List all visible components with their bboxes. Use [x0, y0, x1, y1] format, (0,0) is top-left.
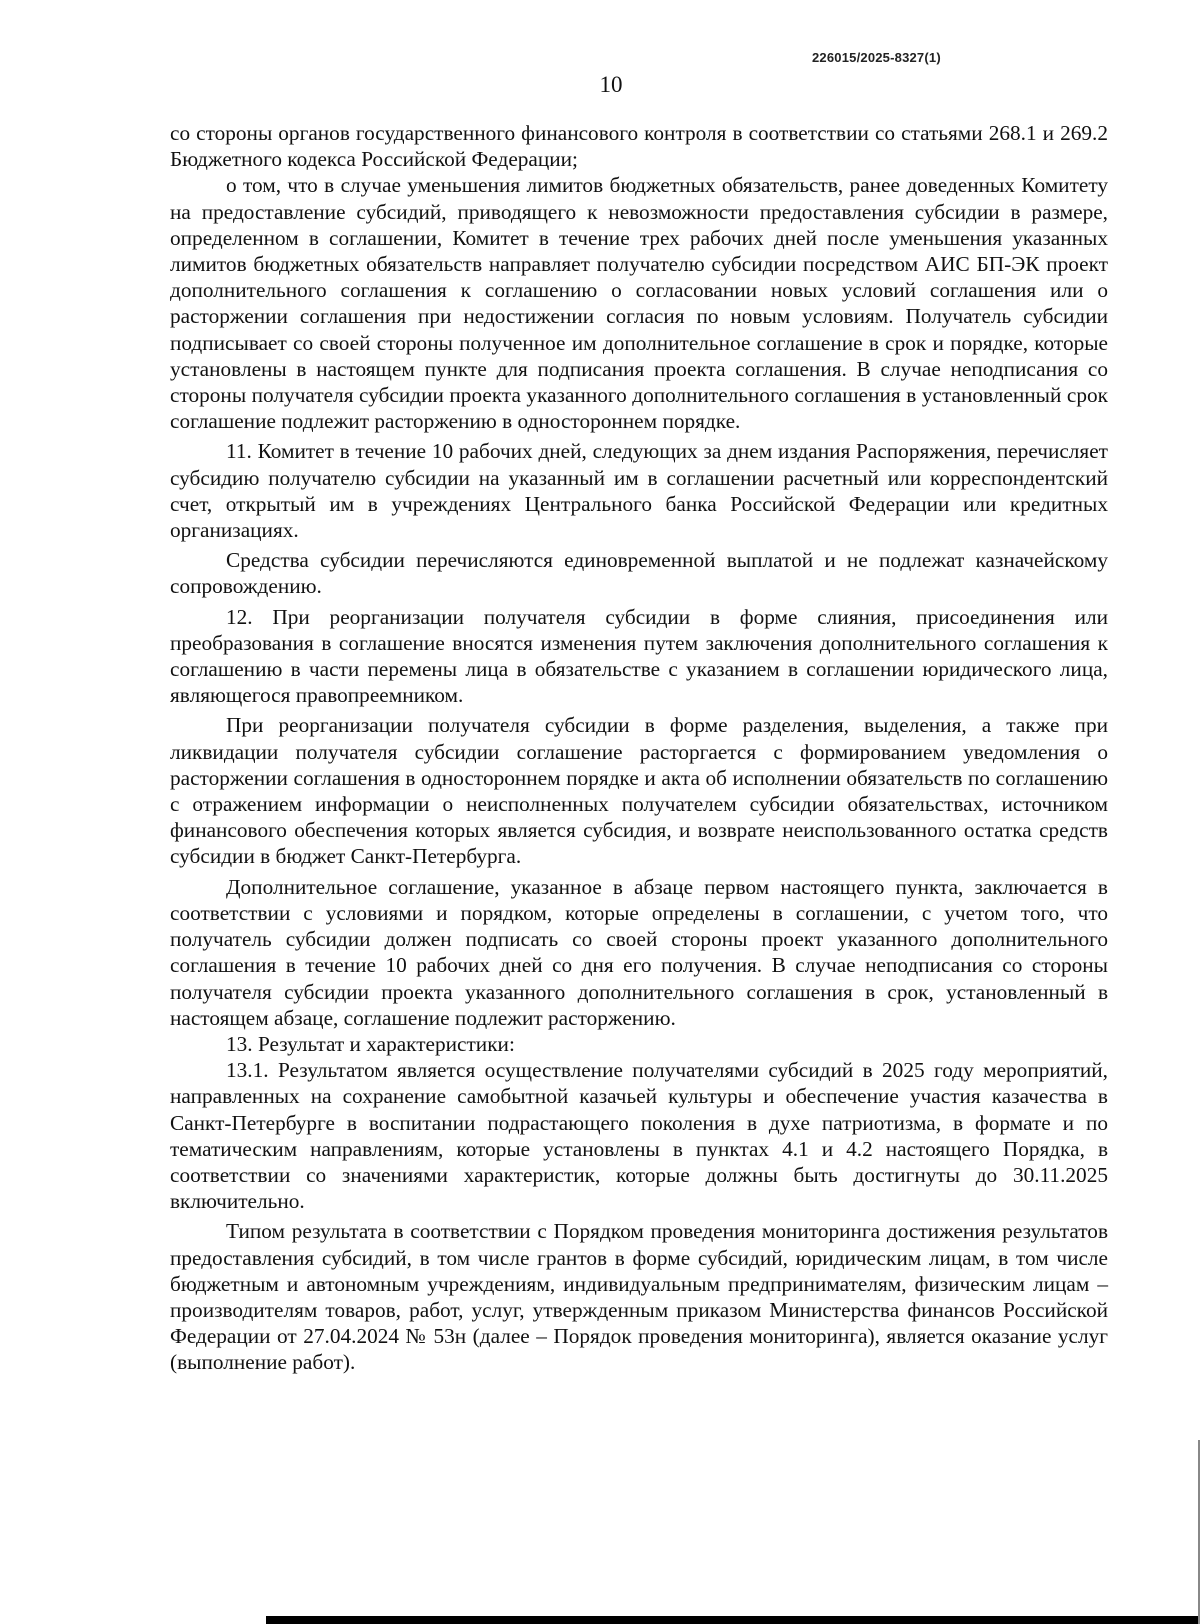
- paragraph-subsidy-funds: Средства субсидии перечисляются единовременной выплатой и не подлежат казначейскому сопровождению.: [170, 548, 1108, 599]
- paragraph-reorganization: При реорганизации получателя субсидии в форме разделения, выделения, а также при ликвидации получателя субсидии соглашение расторгается с формированием уведомления о расторжении соглашения в одностороннем порядке и акта об исполнении обязательств по соглашению с отражением информации о неисполненных получателем субсидии обязательствах, источником финансового обеспечения которых является субсидия, и возврате неиспользованного остатка средств субсидии в бюджет Санкт-Петербурга.: [170, 713, 1108, 869]
- document-registration-number: 226015/2025-8327(1): [812, 50, 941, 65]
- paragraph-item-11: 11. Комитет в течение 10 рабочих дней, следующих за днем издания Распоряжения, перечисляет субсидию получателю субсидии на указанный им в соглашении расчетный или корреспондентский счет, открытый им в учреждениях Центрального банка Российской Федерации или кредитных организациях.: [170, 439, 1108, 543]
- page-number: 10: [599, 72, 623, 97]
- paragraph-additional-agreement: Дополнительное соглашение, указанное в абзаце первом настоящего пункта, заключается в соответствии с условиями и порядком, которые определены в соглашении, с учетом того, что получатель субсидии должен подписать со своей стороны проект указанного дополнительного соглашения в течение 10 рабочих дней со дня его получения. В случае неподписания со стороны получателя субсидии проекта указанного дополнительного соглашения в срок, установленный в настоящем абзаце, соглашение подлежит расторжению.: [170, 874, 1108, 1030]
- paragraph-item-13: 13. Результат и характеристики:: [226, 1031, 515, 1056]
- scan-bottom-border: [266, 1616, 1200, 1624]
- paragraph-item-13-1: 13.1. Результатом является осуществление получателями субсидий в 2025 году мероприятий, направленных на сохранение самобытной казачьей культуры и обеспечение участия казачества в Санкт-Петербурге в воспитании подрастающего поколения в духе патриотизма, в формате и по тематическим направлениям, которые установлены в пунктах 4.1 и 4.2 настоящего Порядка, в соответствии со значениями характеристик, которые должны быть достигнуты до 30.11.2025 включительно.: [170, 1058, 1108, 1214]
- document-body: [170, 120, 1108, 1376]
- paragraph-continuation: со стороны органов государственного финансового контроля в соответствии со статьями 268.1 и 269.2 Бюджетного кодекса Российской Федерации;: [170, 121, 1108, 172]
- paragraph-budget-limits: о том, что в случае уменьшения лимитов бюджетных обязательств, ранее доведенных Комитету на предоставление субсидий, приводящего к невозможности предоставления субсидии в размере, определенном в соглашении, Комитет в течение трех рабочих дней после уменьшения указанных лимитов бюджетных обязательств направляет получателю субсидии посредством АИС БП-ЭК проект дополнительного соглашения к соглашению о согласовании новых условий соглашения или о расторжении соглашения при недостижении согласия по новым условиям. Получатель субсидии подписывает со своей стороны полученное им дополнительное соглашение в срок и порядке, которые установлены в настоящем пункте для подписания проекта соглашения. В случае неподписания со стороны получателя субсидии проекта указанного дополнительного соглашения в установленный срок соглашение подлежит расторжению в одностороннем порядке.: [170, 173, 1108, 434]
- paragraph-item-12: 12. При реорганизации получателя субсидии в форме слияния, присоединения или преобразования в соглашение вносятся изменения путем заключения дополнительного соглашения к соглашению в части перемены лица в обязательстве с указанием в соглашении юридического лица, являющегося правопреемником.: [170, 604, 1108, 708]
- paragraph-result-type: Типом результата в соответствии с Порядком проведения мониторинга достижения результатов предоставления субсидий, в том числе грантов в форме субсидий, юридическим лицам, в том числе бюджетным и автономным учреждениям, индивидуальным предпринимателям, физическим лицам – производителям товаров, работ, услуг, утвержденным приказом Министерства финансов Российской Федерации от 27.04.2024 № 53н (далее – Порядок проведения мониторинга), является оказание услуг (выполнение работ).: [170, 1219, 1108, 1375]
